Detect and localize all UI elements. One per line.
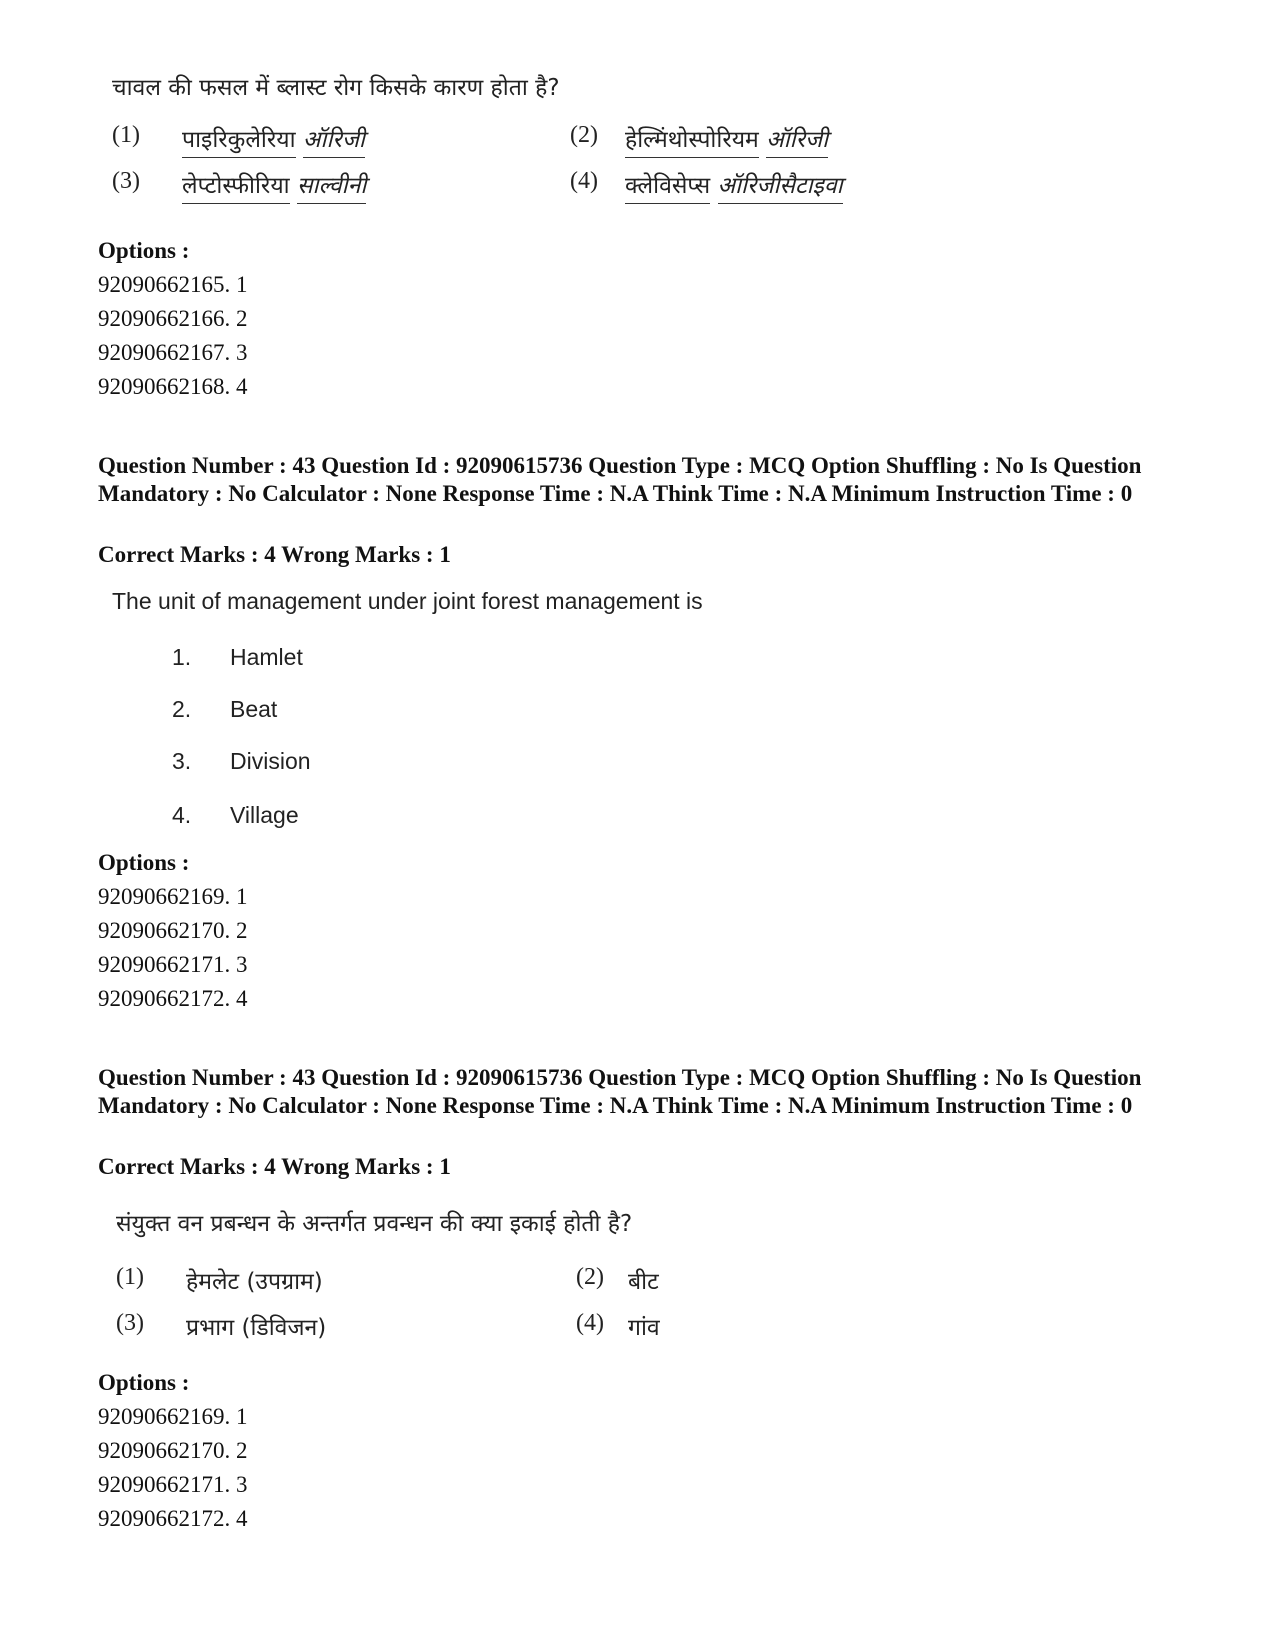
q43-hi-meta: Question Number : 43 Question Id : 92090615736 Question Type : MCQ Option Shuffling : No Is Question Mandatory : No Calculator : None Response Time : N.A Think Time : N.A Minimum Instruction Time : 0 bbox=[98, 1065, 1142, 1118]
q43-hi-option-3-number: (3) bbox=[116, 1310, 144, 1336]
q43-hi-option-2-number: (2) bbox=[576, 1264, 604, 1290]
q43-en-option-1-text: Hamlet bbox=[230, 644, 303, 670]
q43-en-option-4-number: 4. bbox=[172, 802, 192, 828]
q43-hi-option-2-text: बीट bbox=[628, 1269, 659, 1295]
q43-hi-option-1-text: हेमलेट (उपग्राम) bbox=[186, 1269, 323, 1295]
q43-en-option-id-1: 92090662169. 1 bbox=[98, 884, 248, 909]
q43-en-marks: Correct Marks : 4 Wrong Marks : 1 bbox=[98, 542, 451, 567]
q43-en-option-id-4: 92090662172. 4 bbox=[98, 986, 248, 1011]
q43-hi-option-4-number: (4) bbox=[576, 1310, 604, 1336]
q42-option-id-2: 92090662166. 2 bbox=[98, 306, 248, 331]
q43-hi-option-1-number: (1) bbox=[116, 1264, 144, 1290]
q42-option-2-text: हेल्मिंथोस्पोरियम ऑरिजी bbox=[625, 122, 828, 154]
q42-option-id-4: 92090662168. 4 bbox=[98, 374, 248, 399]
q43-en-option-2-text: Beat bbox=[230, 696, 278, 722]
q42-options-title: Options : bbox=[98, 238, 190, 263]
q42-hindi-question: चावल की फसल में ब्लास्ट रोग किसके कारण होता है? bbox=[112, 75, 560, 101]
q43-hi-question: संयुक्त वन प्रबन्धन के अन्तर्गत प्रवन्धन की क्या इकाई होती है? bbox=[116, 1211, 633, 1237]
q43-hi-option-id-3: 92090662171. 3 bbox=[98, 1472, 248, 1497]
q42-option-3-number: (3) bbox=[112, 168, 140, 194]
q42-option-1-number: (1) bbox=[112, 122, 140, 148]
q43-en-question: The unit of management under joint forest management is bbox=[112, 588, 703, 614]
q43-en-option-1-number: 1. bbox=[172, 644, 192, 670]
q43-hi-option-4-text: गांव bbox=[628, 1315, 660, 1341]
q43-en-option-4-text: Village bbox=[230, 802, 299, 828]
q42-option-2-number: (2) bbox=[570, 122, 598, 148]
q42-option-id-3: 92090662167. 3 bbox=[98, 340, 248, 365]
q42-option-1-text: पाइरिकुलेरिया ऑरिजी bbox=[182, 122, 365, 154]
q42-option-4-text: क्लेविसेप्स ऑरिजीसैटाइवा bbox=[625, 168, 843, 200]
q42-option-id-1: 92090662165. 1 bbox=[98, 272, 248, 297]
q43-hi-option-id-4: 92090662172. 4 bbox=[98, 1506, 248, 1531]
q43-hi-marks: Correct Marks : 4 Wrong Marks : 1 bbox=[98, 1154, 451, 1179]
q43-en-meta: Question Number : 43 Question Id : 92090615736 Question Type : MCQ Option Shuffling : No Is Question Mandatory : No Calculator : None Response Time : N.A Think Time : N.A Minimum Instruction Time : 0 bbox=[98, 453, 1142, 506]
q42-option-3-text: लेप्टोस्फीरिया साल्वीनी bbox=[182, 168, 366, 200]
q43-hi-option-id-1: 92090662169. 1 bbox=[98, 1404, 248, 1429]
q43-en-options-title: Options : bbox=[98, 850, 190, 875]
q43-en-option-2-number: 2. bbox=[172, 696, 192, 722]
q43-hi-options-title: Options : bbox=[98, 1370, 190, 1395]
q43-en-option-id-2: 92090662170. 2 bbox=[98, 918, 248, 943]
q43-en-option-3-text: Division bbox=[230, 748, 311, 774]
q43-en-option-3-number: 3. bbox=[172, 748, 192, 774]
q43-hi-option-id-2: 92090662170. 2 bbox=[98, 1438, 248, 1463]
q43-en-option-id-3: 92090662171. 3 bbox=[98, 952, 248, 977]
q43-hi-option-3-text: प्रभाग (डिविजन) bbox=[186, 1315, 327, 1341]
q42-option-4-number: (4) bbox=[570, 168, 598, 194]
